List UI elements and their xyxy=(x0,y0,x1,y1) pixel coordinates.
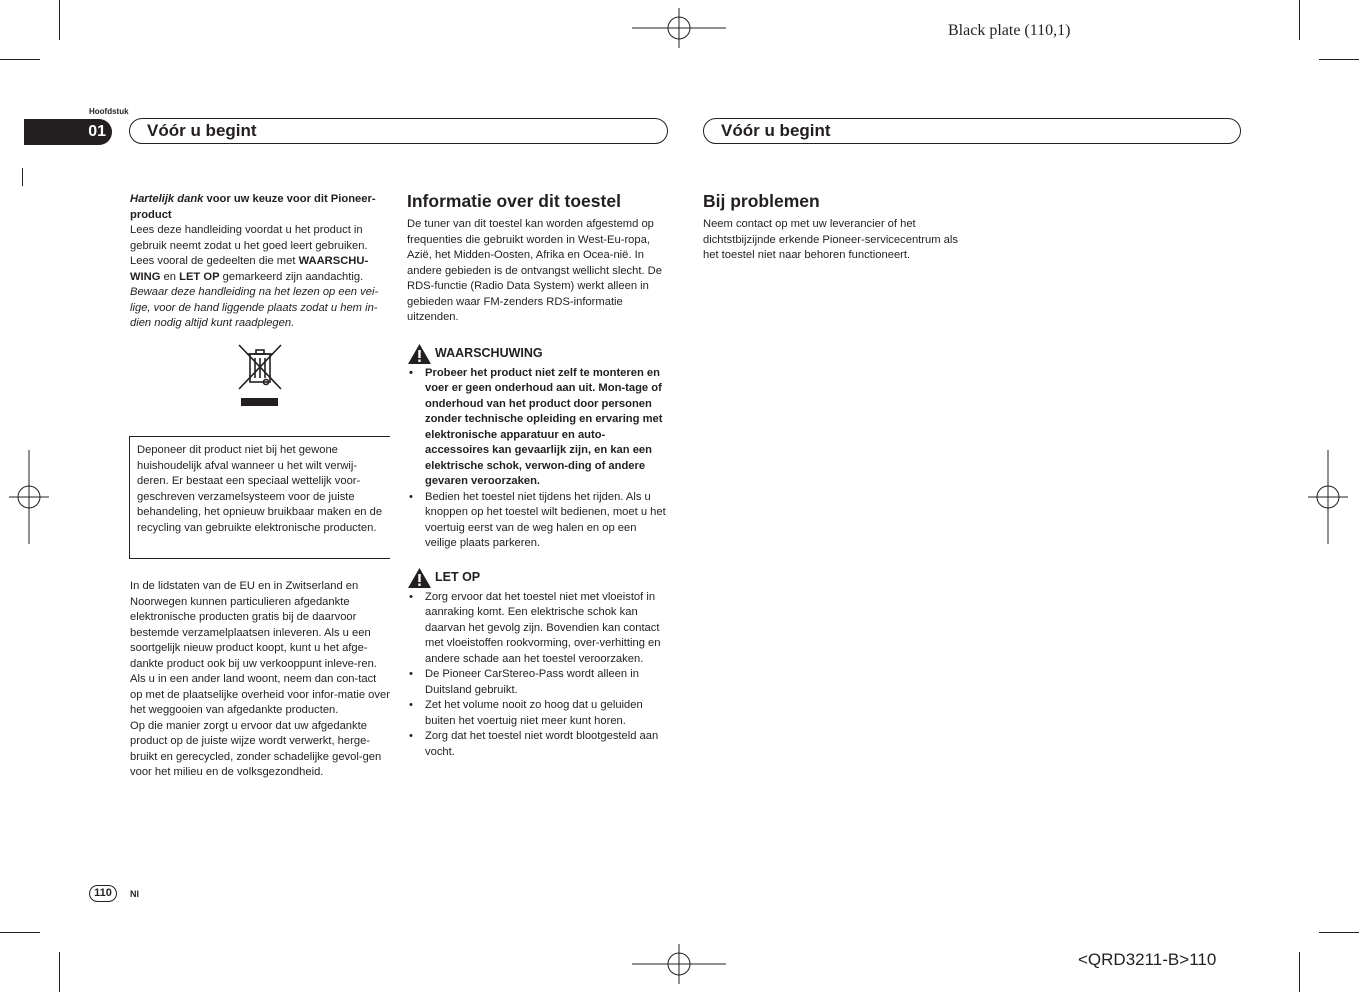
print-code: <QRD3211-B>110 xyxy=(1078,950,1217,969)
problems-heading: Bij problemen xyxy=(703,191,820,211)
caution-triangle-icon xyxy=(407,567,432,589)
list-item: • De Pioneer CarStereo-Pass wordt alleen in Duitsland gebruikt. xyxy=(407,667,669,698)
crop-mark xyxy=(22,168,23,186)
crop-mark xyxy=(1299,0,1300,40)
column-right xyxy=(703,190,965,264)
registration-mark-right xyxy=(1308,450,1348,544)
crop-mark xyxy=(1299,952,1300,992)
chapter-label: Hoofdstuk xyxy=(89,107,129,116)
crop-mark xyxy=(59,952,60,992)
column-left-lower xyxy=(130,579,390,781)
page-number: 110 xyxy=(89,885,117,902)
disposal-notice-box: Deponeer dit product niet bij het gewone huishoudelijk afval wanneer u het wilt verwij-deren. Er bestaat een speciaal wettelijk voor-geschreven verzamelsysteem voor de juiste behandeling, het opnieuw bruikbaar maken en de recycling van gebruikte elektronische producten. xyxy=(129,436,390,559)
list-item: • Zorg ervoor dat het toestel niet met vloeistof in aanraking komt. Een elektrische schok kan daarvan het gevolg zijn. Bovendien kan contact met vloeistoffen rookvorming, over-verhitting en andere schade aan het toestel veroorzaken. xyxy=(407,590,669,668)
plate-label: Black plate (110,1) xyxy=(948,22,1071,39)
eu-disposal-paragraph: In de lidstaten van de EU en in Zwitserland en Noorwegen kunnen particulieren afgedankte elektronische producten gratis bij de daarvoor bestemde verzamelplaatsen inleveren. Als u een soortgelijk nieuw product koopt, kunt u het afge-dankte product ook bij uw verkooppunt inleve-ren. xyxy=(130,580,377,670)
intro-paragraph: Lees deze handleiding voordat u het product in gebruik neemt zodat u het goed leert gebruiken. Lees vooral de gedeelten die met WAARSCHU-WING en LET OP gemarkeerd zijn aandachtig. xyxy=(130,224,369,283)
caution-list xyxy=(407,590,669,761)
info-heading: Informatie over dit toestel xyxy=(407,191,621,211)
registration-mark-top xyxy=(632,8,726,48)
crop-mark xyxy=(1319,59,1359,60)
problems-paragraph: Neem contact op met uw leverancier of het dichtstbijzijnde erkende Pioneer-servicecentrum als het toestel niet naar behoren functioneert. xyxy=(703,218,958,261)
chapter-number: 01 xyxy=(24,119,112,145)
warning-list xyxy=(407,366,669,552)
list-item: • Zorg dat het toestel niet wordt blootgesteld aan vocht. xyxy=(407,729,669,760)
crop-mark xyxy=(1319,932,1359,933)
language-code: Nl xyxy=(130,889,139,899)
warning-triangle-icon xyxy=(407,343,432,365)
info-paragraph: De tuner van dit toestel kan worden afgestemd op frequenties die gebruikt worden in West-Eu-ropa, Azië, het Midden-Oosten, Afrika en Ocea-nië. In andere gebieden is de ontvangst wellicht slecht. De RDS-functie (Radio Data System) werkt alleen in gebieden waar FM-zenders RDS-informatie uitzenden. xyxy=(407,218,662,323)
weee-bin-icon xyxy=(236,342,284,410)
section-title-left: Vóór u begint xyxy=(129,118,668,144)
registration-mark-left xyxy=(9,450,49,544)
keep-manual-note: Bewaar deze handleiding na het lezen op een vei-lige, voor de hand liggende plaats zodat u hem in-dien nodig altijd kunt raadplegen. xyxy=(130,286,379,329)
environment-paragraph: Op die manier zorgt u ervoor dat uw afgedankte product op de juiste wijze wordt verwerkt, herge-bruikt en gerecycled, zonder schadelijke gevol-gen voor het milieu en de volksgezondheid. xyxy=(130,719,382,778)
crop-mark xyxy=(0,59,40,60)
list-item: • Probeer het product niet zelf te monteren en voer er geen onderhoud aan uit. Mon-tage of onderhoud van het product door personen zonder technische opleiding en ervaring met elektronische apparatuur en auto-accessoires kan gevaarlijk zijn, en kan een elektrische schok, verwon-ding of andere gevaren veroorzaken. xyxy=(407,366,669,490)
other-country-paragraph: Als u in een ander land woont, neem dan con-tact op met de plaatselijke overheid voor infor-matie over het weggooien van afgedankte producten. xyxy=(130,673,390,716)
crop-mark xyxy=(0,932,40,933)
section-title-right: Vóór u begint xyxy=(703,118,1241,144)
registration-mark-bottom xyxy=(632,944,726,984)
list-item: • Bedien het toestel niet tijdens het rijden. Als u knoppen op het toestel wilt bedienen, moet u het voertuig eerst van de weg halen en op een veilige plaats parkeren. xyxy=(407,490,669,552)
warning-heading: WAARSCHUWING xyxy=(407,342,669,366)
caution-heading: LET OP xyxy=(407,566,669,590)
intro-heading: Hartelijk dank voor uw keuze voor dit Pioneer-product xyxy=(130,193,376,221)
list-item: • Zet het volume nooit zo hoog dat u geluiden buiten het voertuig niet meer kunt horen. xyxy=(407,698,669,729)
column-middle xyxy=(407,190,669,760)
column-left xyxy=(130,192,390,332)
crop-mark xyxy=(59,0,60,40)
